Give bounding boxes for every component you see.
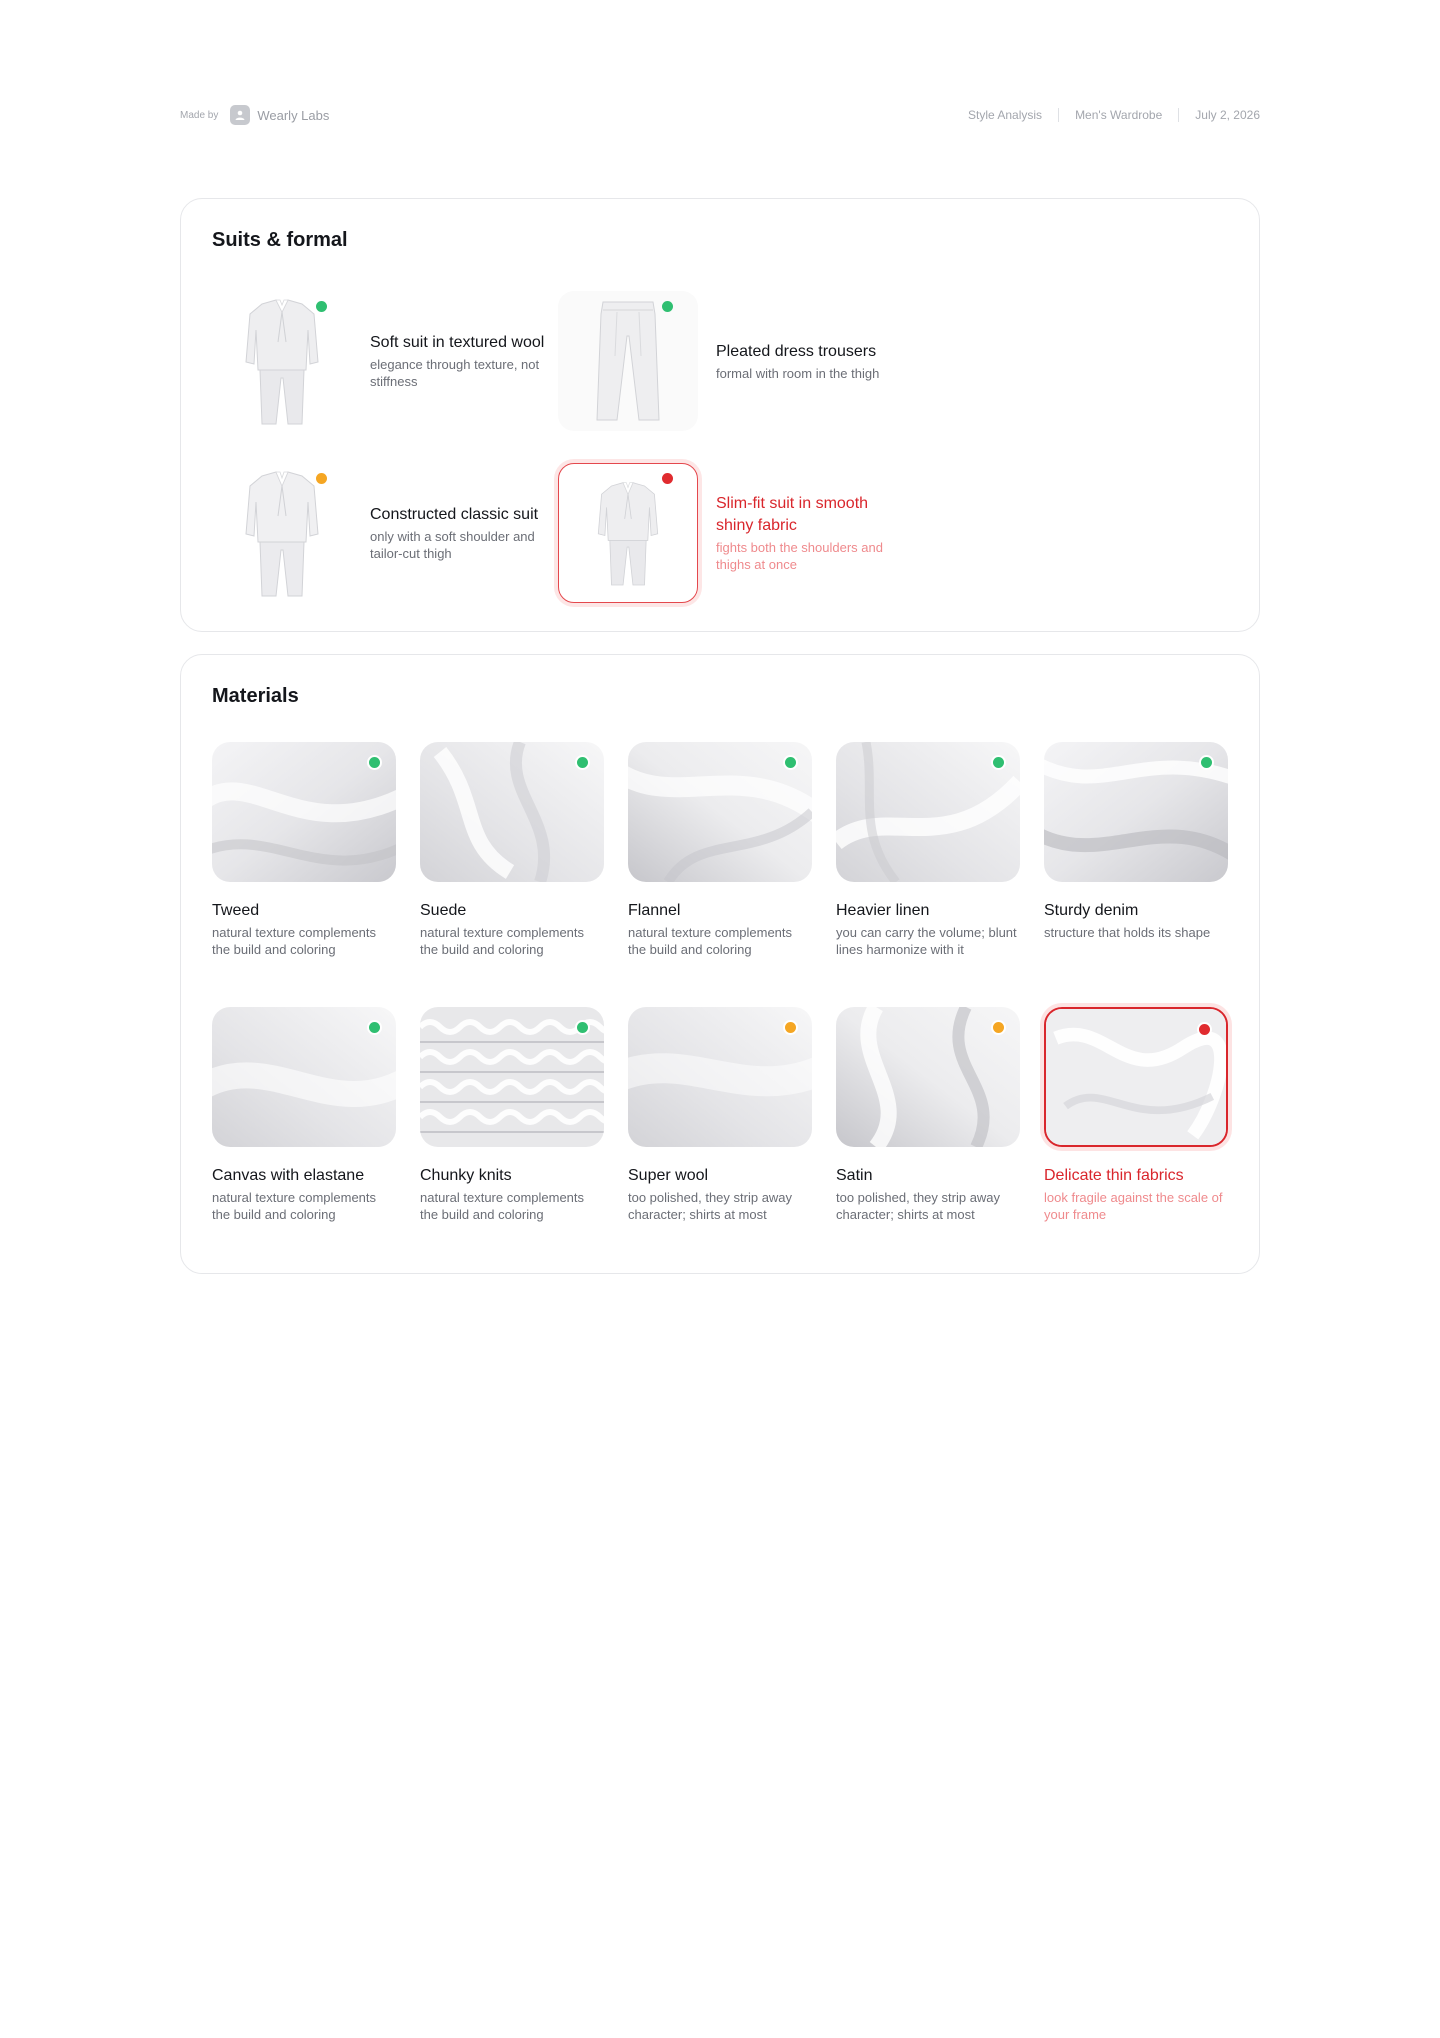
suit-name: Soft suit in textured wool xyxy=(370,334,545,351)
fabric-swatch xyxy=(628,1007,812,1147)
suit-thumb xyxy=(558,291,698,431)
fabric-swatch xyxy=(212,1007,396,1147)
material-desc: natural texture complements the build and coloring xyxy=(420,925,585,957)
suit-desc: elegance through texture, not stiffness xyxy=(370,357,540,389)
material-desc: look fragile against the scale of your frame xyxy=(1044,1190,1223,1222)
status-good-dot xyxy=(369,1022,380,1033)
materials-card xyxy=(180,654,1260,1274)
material-item xyxy=(212,742,396,958)
brand-name: Wearly Labs xyxy=(257,107,330,123)
material-name: Sturdy denim xyxy=(1044,902,1139,919)
meta-analysis: Style Analysis xyxy=(968,108,1043,122)
suit-item xyxy=(212,463,552,603)
fabric-swatch xyxy=(212,742,396,882)
suit-desc: formal with room in the thigh xyxy=(716,365,880,381)
status-good-dot xyxy=(369,757,380,768)
materials-title: Materials xyxy=(212,685,299,707)
material-item xyxy=(420,1007,604,1223)
trousers-icon xyxy=(593,296,663,426)
report-meta xyxy=(968,108,1260,122)
suit-thumb xyxy=(212,291,352,431)
fabric-swatch xyxy=(420,742,604,882)
suit-icon xyxy=(595,474,661,592)
status-caution-dot xyxy=(316,473,327,484)
material-desc: too polished, they strip away character; shirts at most xyxy=(628,1190,793,1222)
fabric-swatch xyxy=(1044,742,1228,882)
material-item xyxy=(628,742,812,958)
material-item xyxy=(836,1007,1020,1223)
made-by-label: Made by xyxy=(180,109,219,121)
material-desc: natural texture complements the build and coloring xyxy=(212,1190,377,1222)
status-bad-dot xyxy=(662,473,673,484)
material-name: Chunky knits xyxy=(420,1167,512,1184)
fabric-swatch xyxy=(420,1007,604,1147)
status-bad-dot xyxy=(1199,1024,1210,1035)
suit-name: Constructed classic suit xyxy=(370,506,539,523)
status-good-dot xyxy=(577,757,588,768)
material-name: Suede xyxy=(420,902,467,919)
status-good-dot xyxy=(662,301,673,312)
material-item xyxy=(420,742,604,958)
suit-name: Pleated dress trousers xyxy=(716,342,877,360)
material-name: Delicate thin fabrics xyxy=(1044,1167,1184,1184)
material-item xyxy=(628,1007,812,1223)
material-desc: you can carry the volume; blunt lines harmonize with it xyxy=(836,925,1017,957)
suit-item xyxy=(558,291,898,431)
material-desc: natural texture complements the build and coloring xyxy=(420,1190,585,1222)
status-good-dot xyxy=(577,1022,588,1033)
material-name: Heavier linen xyxy=(836,902,930,919)
report-header xyxy=(180,104,1260,126)
material-desc: natural texture complements the build and coloring xyxy=(628,925,793,957)
material-desc: too polished, they strip away character; shirts at most xyxy=(836,1190,1001,1222)
meta-divider xyxy=(1058,108,1059,122)
suits-card xyxy=(180,198,1260,632)
brand-logo-icon xyxy=(230,105,250,125)
status-good-dot xyxy=(993,757,1004,768)
suits-title: Suits & formal xyxy=(212,229,348,251)
material-item xyxy=(212,1007,396,1223)
material-name: Flannel xyxy=(628,902,681,919)
suit-thumb xyxy=(558,463,698,603)
fabric-swatch xyxy=(836,1007,1020,1147)
fabric-swatch xyxy=(1044,1007,1228,1147)
status-caution-dot xyxy=(993,1022,1004,1033)
suit-icon xyxy=(242,468,322,598)
status-caution-dot xyxy=(785,1022,796,1033)
suit-item xyxy=(212,291,552,431)
suit-desc: only with a soft shoulder and tailor-cut thigh xyxy=(370,529,535,561)
suit-name: Slim-fit suit in smooth shiny fabric xyxy=(716,495,869,534)
suit-desc: fights both the shoulders and thighs at once xyxy=(716,540,883,572)
material-desc: natural texture complements the build and coloring xyxy=(212,925,377,957)
material-name: Tweed xyxy=(212,902,260,919)
fabric-swatch xyxy=(628,742,812,882)
status-good-dot xyxy=(1201,757,1212,768)
material-item-flagged xyxy=(1044,1007,1228,1223)
meta-date: July 2, 2026 xyxy=(1195,108,1260,122)
status-good-dot xyxy=(785,757,796,768)
suit-icon xyxy=(242,296,322,426)
meta-divider xyxy=(1178,108,1179,122)
suit-item-flagged xyxy=(558,463,898,603)
material-name: Canvas with elastane xyxy=(212,1167,365,1184)
material-desc: structure that holds its shape xyxy=(1044,925,1211,940)
made-by xyxy=(180,105,329,125)
status-good-dot xyxy=(316,301,327,312)
suit-thumb xyxy=(212,463,352,603)
material-name: Satin xyxy=(836,1167,873,1184)
meta-wardrobe: Men's Wardrobe xyxy=(1075,108,1163,122)
fabric-swatch xyxy=(836,742,1020,882)
material-name: Super wool xyxy=(628,1167,709,1184)
material-item xyxy=(836,742,1020,958)
material-item xyxy=(1044,742,1228,941)
